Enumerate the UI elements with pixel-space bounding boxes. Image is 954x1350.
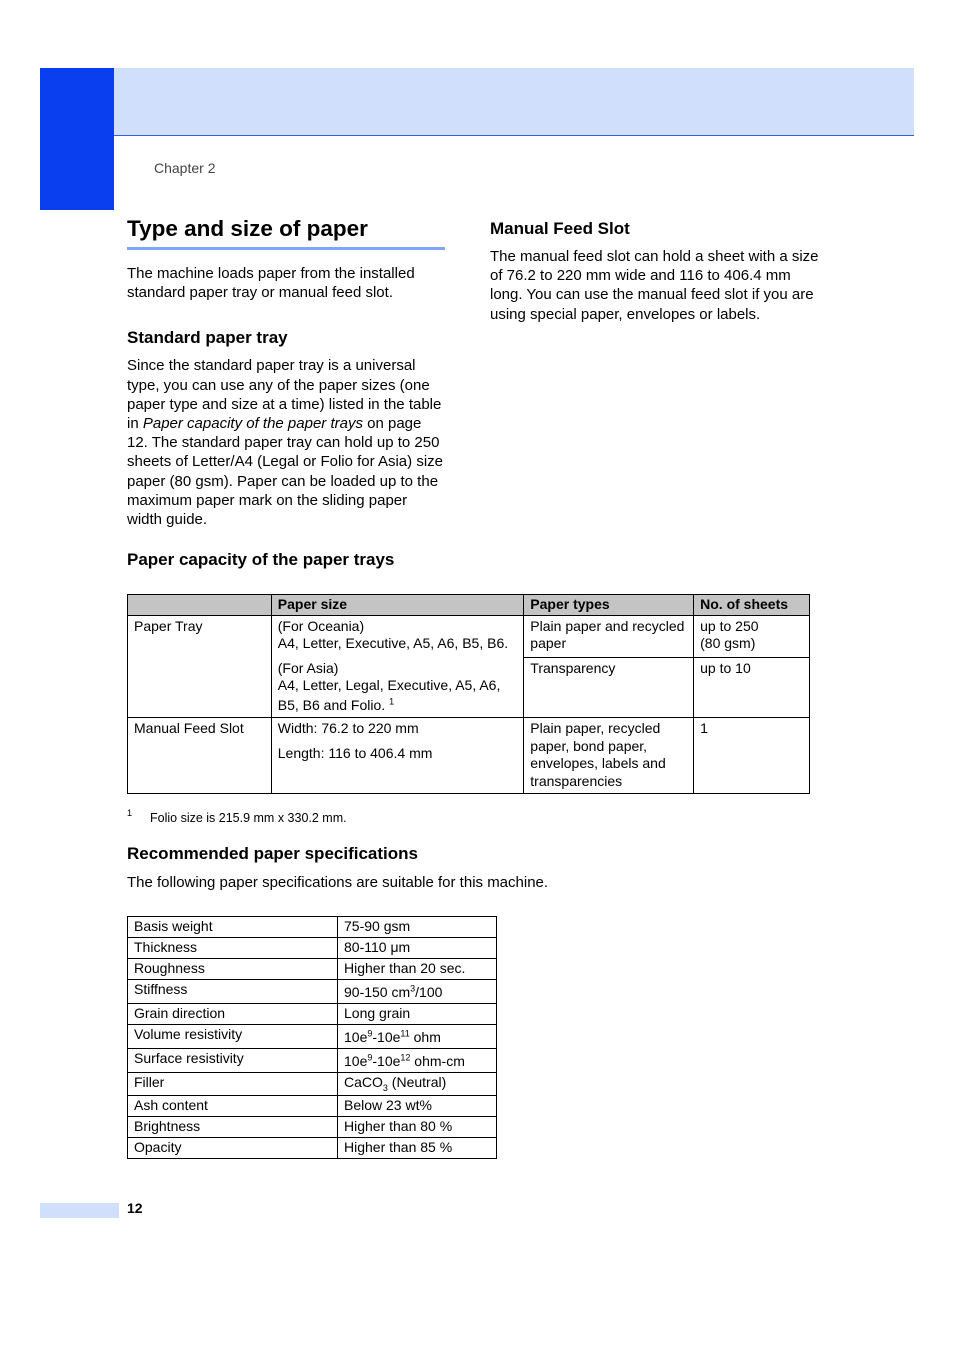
page-number: 12	[127, 1200, 143, 1216]
value-part: ohm	[409, 1029, 441, 1045]
spec-key: Roughness	[128, 959, 338, 980]
header-cell-empty	[128, 595, 272, 616]
table-row	[128, 1096, 497, 1117]
standard-tray-heading: Standard paper tray	[127, 328, 288, 348]
spec-key: Surface resistivity	[128, 1049, 338, 1073]
manual-feed-paragraph: The manual feed slot can hold a sheet with a size of 76.2 to 220 mm wide and 116 to 406.4 mm long. You can use the manual feed slot if you are using special paper, envelopes or labels.	[490, 248, 819, 323]
value-superscript: 12	[400, 1052, 411, 1063]
spec-key: Volume resistivity	[128, 1025, 338, 1049]
table-row	[128, 718, 810, 794]
table-row	[128, 1138, 497, 1159]
oceania-sizes: A4, Letter, Executive, A5, A6, B5, B6.	[277, 635, 509, 651]
spec-key: Thickness	[128, 938, 338, 959]
value-part: (Neutral)	[387, 1074, 447, 1090]
asia-sizes-text: B5, B6 and Folio.	[277, 696, 386, 713]
table-row	[128, 938, 497, 959]
spec-value: Higher than 80 %	[338, 1117, 497, 1138]
footnote-mark: 1	[389, 695, 395, 706]
value-part: 90-150 cm	[344, 984, 411, 1000]
tray-label-cell: Paper Tray	[128, 615, 272, 718]
table-row	[128, 917, 497, 938]
value-superscript: 3	[410, 983, 416, 994]
header-cell-paper-types: Paper types	[524, 595, 694, 616]
spec-key: Stiffness	[128, 980, 338, 1004]
spec-value: Higher than 20 sec.	[338, 959, 497, 980]
spec-key: Filler	[128, 1073, 338, 1096]
transparency-type-cell: Transparency	[524, 657, 694, 718]
header-cell-sheets: No. of sheets	[694, 595, 810, 616]
capacity-table	[127, 594, 810, 794]
asia-label: (For Asia)	[277, 659, 339, 676]
capacity-heading: Paper capacity of the paper trays	[127, 550, 395, 569]
spec-value	[338, 980, 497, 1004]
oceania-label: (For Oceania)	[277, 617, 365, 634]
chapter-tab	[40, 68, 114, 210]
spec-key: Grain direction	[128, 1004, 338, 1025]
manual-length: Length: 116 to 406.4 mm	[277, 744, 433, 761]
manual-width: Width: 76.2 to 220 mm	[277, 720, 419, 736]
spec-key: Basis weight	[128, 917, 338, 938]
tray-sheets-weight: (80 gsm)	[700, 635, 756, 651]
header-cell-paper-size: Paper size	[271, 595, 524, 616]
table-row	[128, 959, 497, 980]
value-superscript: 9	[367, 1052, 373, 1063]
value-part: -10e	[372, 1053, 401, 1069]
spec-value: Long grain	[338, 1004, 497, 1025]
value-part: 10e	[344, 1053, 368, 1069]
spec-table	[127, 916, 497, 1159]
tray-size-cell	[271, 615, 524, 718]
table-row	[128, 1049, 497, 1073]
asia-sizes-line-1: A4, Letter, Legal, Executive, A5, A6,	[277, 677, 501, 693]
asia-sizes-line-2	[278, 697, 518, 715]
spec-key: Ash content	[128, 1096, 338, 1117]
table-header-row	[128, 595, 810, 616]
value-superscript: 11	[400, 1028, 410, 1039]
spec-value	[338, 1073, 497, 1096]
right-column	[490, 218, 820, 324]
table-row	[128, 1073, 497, 1096]
header-band	[114, 68, 914, 136]
std-text-reference: Paper capacity of the paper trays	[142, 415, 363, 433]
value-part: ohm-cm	[410, 1053, 465, 1069]
spec-key: Brightness	[128, 1117, 338, 1138]
recommended-intro: The following paper specifications are suitable for this machine.	[127, 874, 549, 891]
std-text-part-1: Since the standard paper tray is a universal type, you can use any of the paper sizes (one paper type and size at a time) listed in the table in	[127, 357, 442, 433]
standard-tray-paragraph	[127, 356, 445, 529]
tray-type-cell: Plain paper and recycled paper	[524, 615, 694, 657]
spec-key: Opacity	[128, 1138, 338, 1159]
spec-value: 80-110 μm	[338, 938, 497, 959]
value-superscript: 9	[367, 1028, 373, 1039]
value-part: -10e	[372, 1029, 401, 1045]
recommended-heading: Recommended paper specifications	[127, 844, 418, 863]
table-row	[128, 1025, 497, 1049]
table-row	[128, 1117, 497, 1138]
value-part: CaCO	[344, 1074, 383, 1090]
spec-value	[338, 1049, 497, 1073]
transparency-sheets-cell: up to 10	[694, 657, 810, 718]
left-column	[127, 214, 445, 529]
value-subscript: 3	[382, 1082, 388, 1093]
value-part: /100	[415, 984, 443, 1000]
spec-value: Below 23 wt%	[338, 1096, 497, 1117]
std-text-part-2: on page 12. The standard paper tray can hold up to 250 sheets of Letter/A4 (Legal or Folio for Asia) size paper (80 gsm). Paper can be loaded up to the maximum paper mark on the sliding paper width guide.	[127, 415, 443, 529]
footnote-text: Folio size is 215.9 mm x 330.2 mm.	[150, 811, 347, 825]
table-row	[128, 980, 497, 1004]
section-title: Type and size of paper	[127, 214, 445, 250]
manual-feed-heading: Manual Feed Slot	[490, 219, 630, 238]
intro-paragraph: The machine loads paper from the installed standard paper tray or manual feed slot.	[127, 265, 415, 302]
chapter-label: Chapter 2	[154, 160, 216, 176]
page-number-bar	[40, 1203, 119, 1218]
footnote-number: 1	[127, 808, 133, 818]
spec-value: 75-90 gsm	[338, 917, 497, 938]
spec-value: Higher than 85 %	[338, 1138, 497, 1159]
manual-label-cell: Manual Feed Slot	[128, 718, 272, 794]
manual-size-cell	[271, 718, 524, 794]
spec-value	[338, 1025, 497, 1049]
tray-sheets-cell	[694, 615, 810, 657]
manual-sheets-cell: 1	[694, 718, 810, 794]
table-row	[128, 615, 810, 657]
table-row	[128, 1004, 497, 1025]
value-part: 10e	[344, 1029, 368, 1045]
tray-sheets-value: up to 250	[700, 617, 759, 634]
manual-types-cell: Plain paper, recycled paper, bond paper, envelopes, labels and transparencies	[524, 718, 694, 794]
